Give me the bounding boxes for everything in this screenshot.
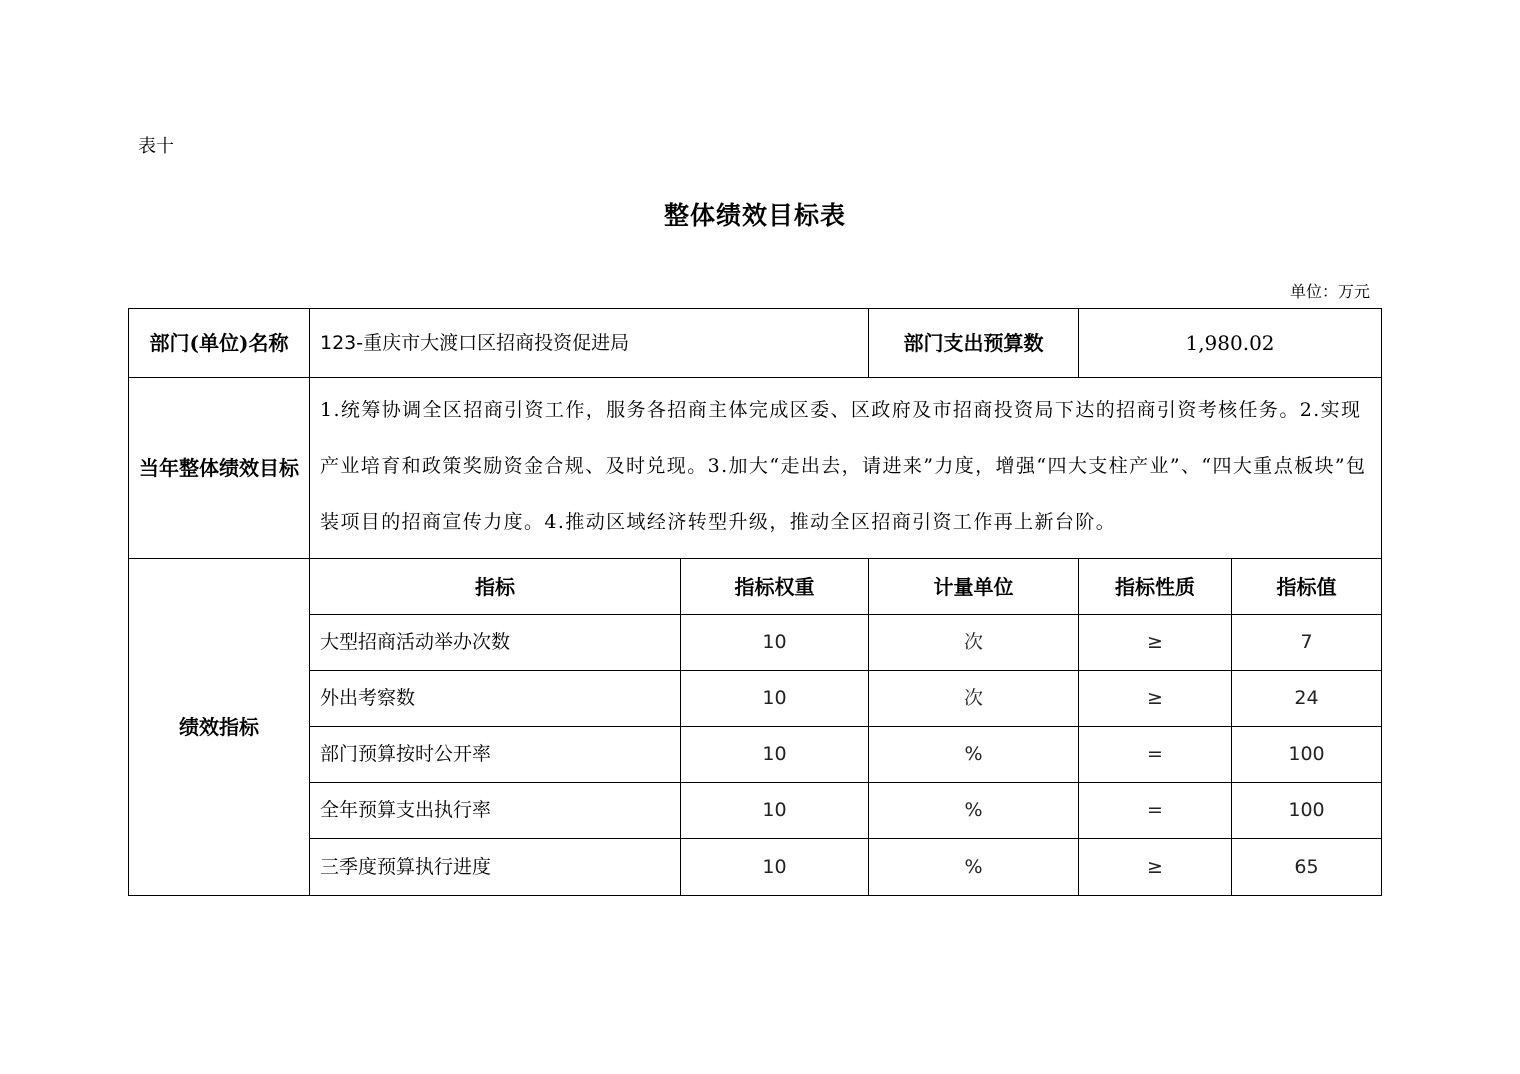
indicator-name: 大型招商活动举办次数: [310, 615, 681, 671]
dept-name-label: 部门(单位)名称: [129, 309, 310, 378]
table-row: [129, 615, 1382, 671]
goal-text: 1.统筹协调全区招商引资工作，服务各招商主体完成区委、区政府及市招商投资局下达的招商引资考核任务。2.实现产业培育和政策奖励资金合规、及时兑现。3.加大“走出去，请进来”力度，增强“四大支柱产业”、“四大重点板块”包装项目的招商宣传力度。4.推动区域经济转型升级，推动全区招商引资工作再上新台阶。: [310, 378, 1382, 559]
table-row: [129, 839, 1382, 896]
column-header-weight: 指标权重: [681, 559, 869, 615]
indicator-unit: 次: [869, 671, 1079, 727]
indicator-nature: ≥: [1079, 839, 1232, 896]
indicator-nature: ≥: [1079, 615, 1232, 671]
indicator-weight: 10: [681, 727, 869, 783]
goal-row: [129, 378, 1382, 559]
indicator-value: 7: [1232, 615, 1382, 671]
indicator-unit: %: [869, 783, 1079, 839]
indicator-name: 部门预算按时公开率: [310, 727, 681, 783]
indicator-value: 100: [1232, 783, 1382, 839]
indicator-weight: 10: [681, 783, 869, 839]
indicator-weight: 10: [681, 839, 869, 896]
indicator-nature: =: [1079, 727, 1232, 783]
indicator-section-label: 绩效指标: [129, 559, 310, 896]
column-header-value: 指标值: [1232, 559, 1382, 615]
indicator-name: 三季度预算执行进度: [310, 839, 681, 896]
indicator-unit: %: [869, 839, 1079, 896]
table-row: [129, 783, 1382, 839]
indicator-weight: 10: [681, 615, 869, 671]
indicator-unit: 次: [869, 615, 1079, 671]
table-row: [129, 671, 1382, 727]
goal-label: 当年整体绩效目标: [129, 378, 310, 559]
performance-table: [128, 308, 1382, 896]
unit-label: 单位：万元: [1289, 282, 1370, 301]
indicator-name: 外出考察数: [310, 671, 681, 727]
dept-name-value: 123-重庆市大渡口区招商投资促进局: [310, 309, 869, 378]
table-row: [129, 727, 1382, 783]
indicator-value: 100: [1232, 727, 1382, 783]
page-title: 整体绩效目标表: [663, 201, 846, 230]
table-number-label: 表十: [138, 136, 174, 157]
column-header-indicator: 指标: [310, 559, 681, 615]
indicator-unit: %: [869, 727, 1079, 783]
indicator-header-row: [129, 559, 1382, 615]
budget-value: 1,980.02: [1079, 309, 1382, 378]
column-header-nature: 指标性质: [1079, 559, 1232, 615]
indicator-name: 全年预算支出执行率: [310, 783, 681, 839]
indicator-nature: =: [1079, 783, 1232, 839]
dept-row: [129, 309, 1382, 378]
indicator-nature: ≥: [1079, 671, 1232, 727]
indicator-value: 65: [1232, 839, 1382, 896]
column-header-unit: 计量单位: [869, 559, 1079, 615]
indicator-value: 24: [1232, 671, 1382, 727]
indicator-weight: 10: [681, 671, 869, 727]
budget-label: 部门支出预算数: [869, 309, 1079, 378]
